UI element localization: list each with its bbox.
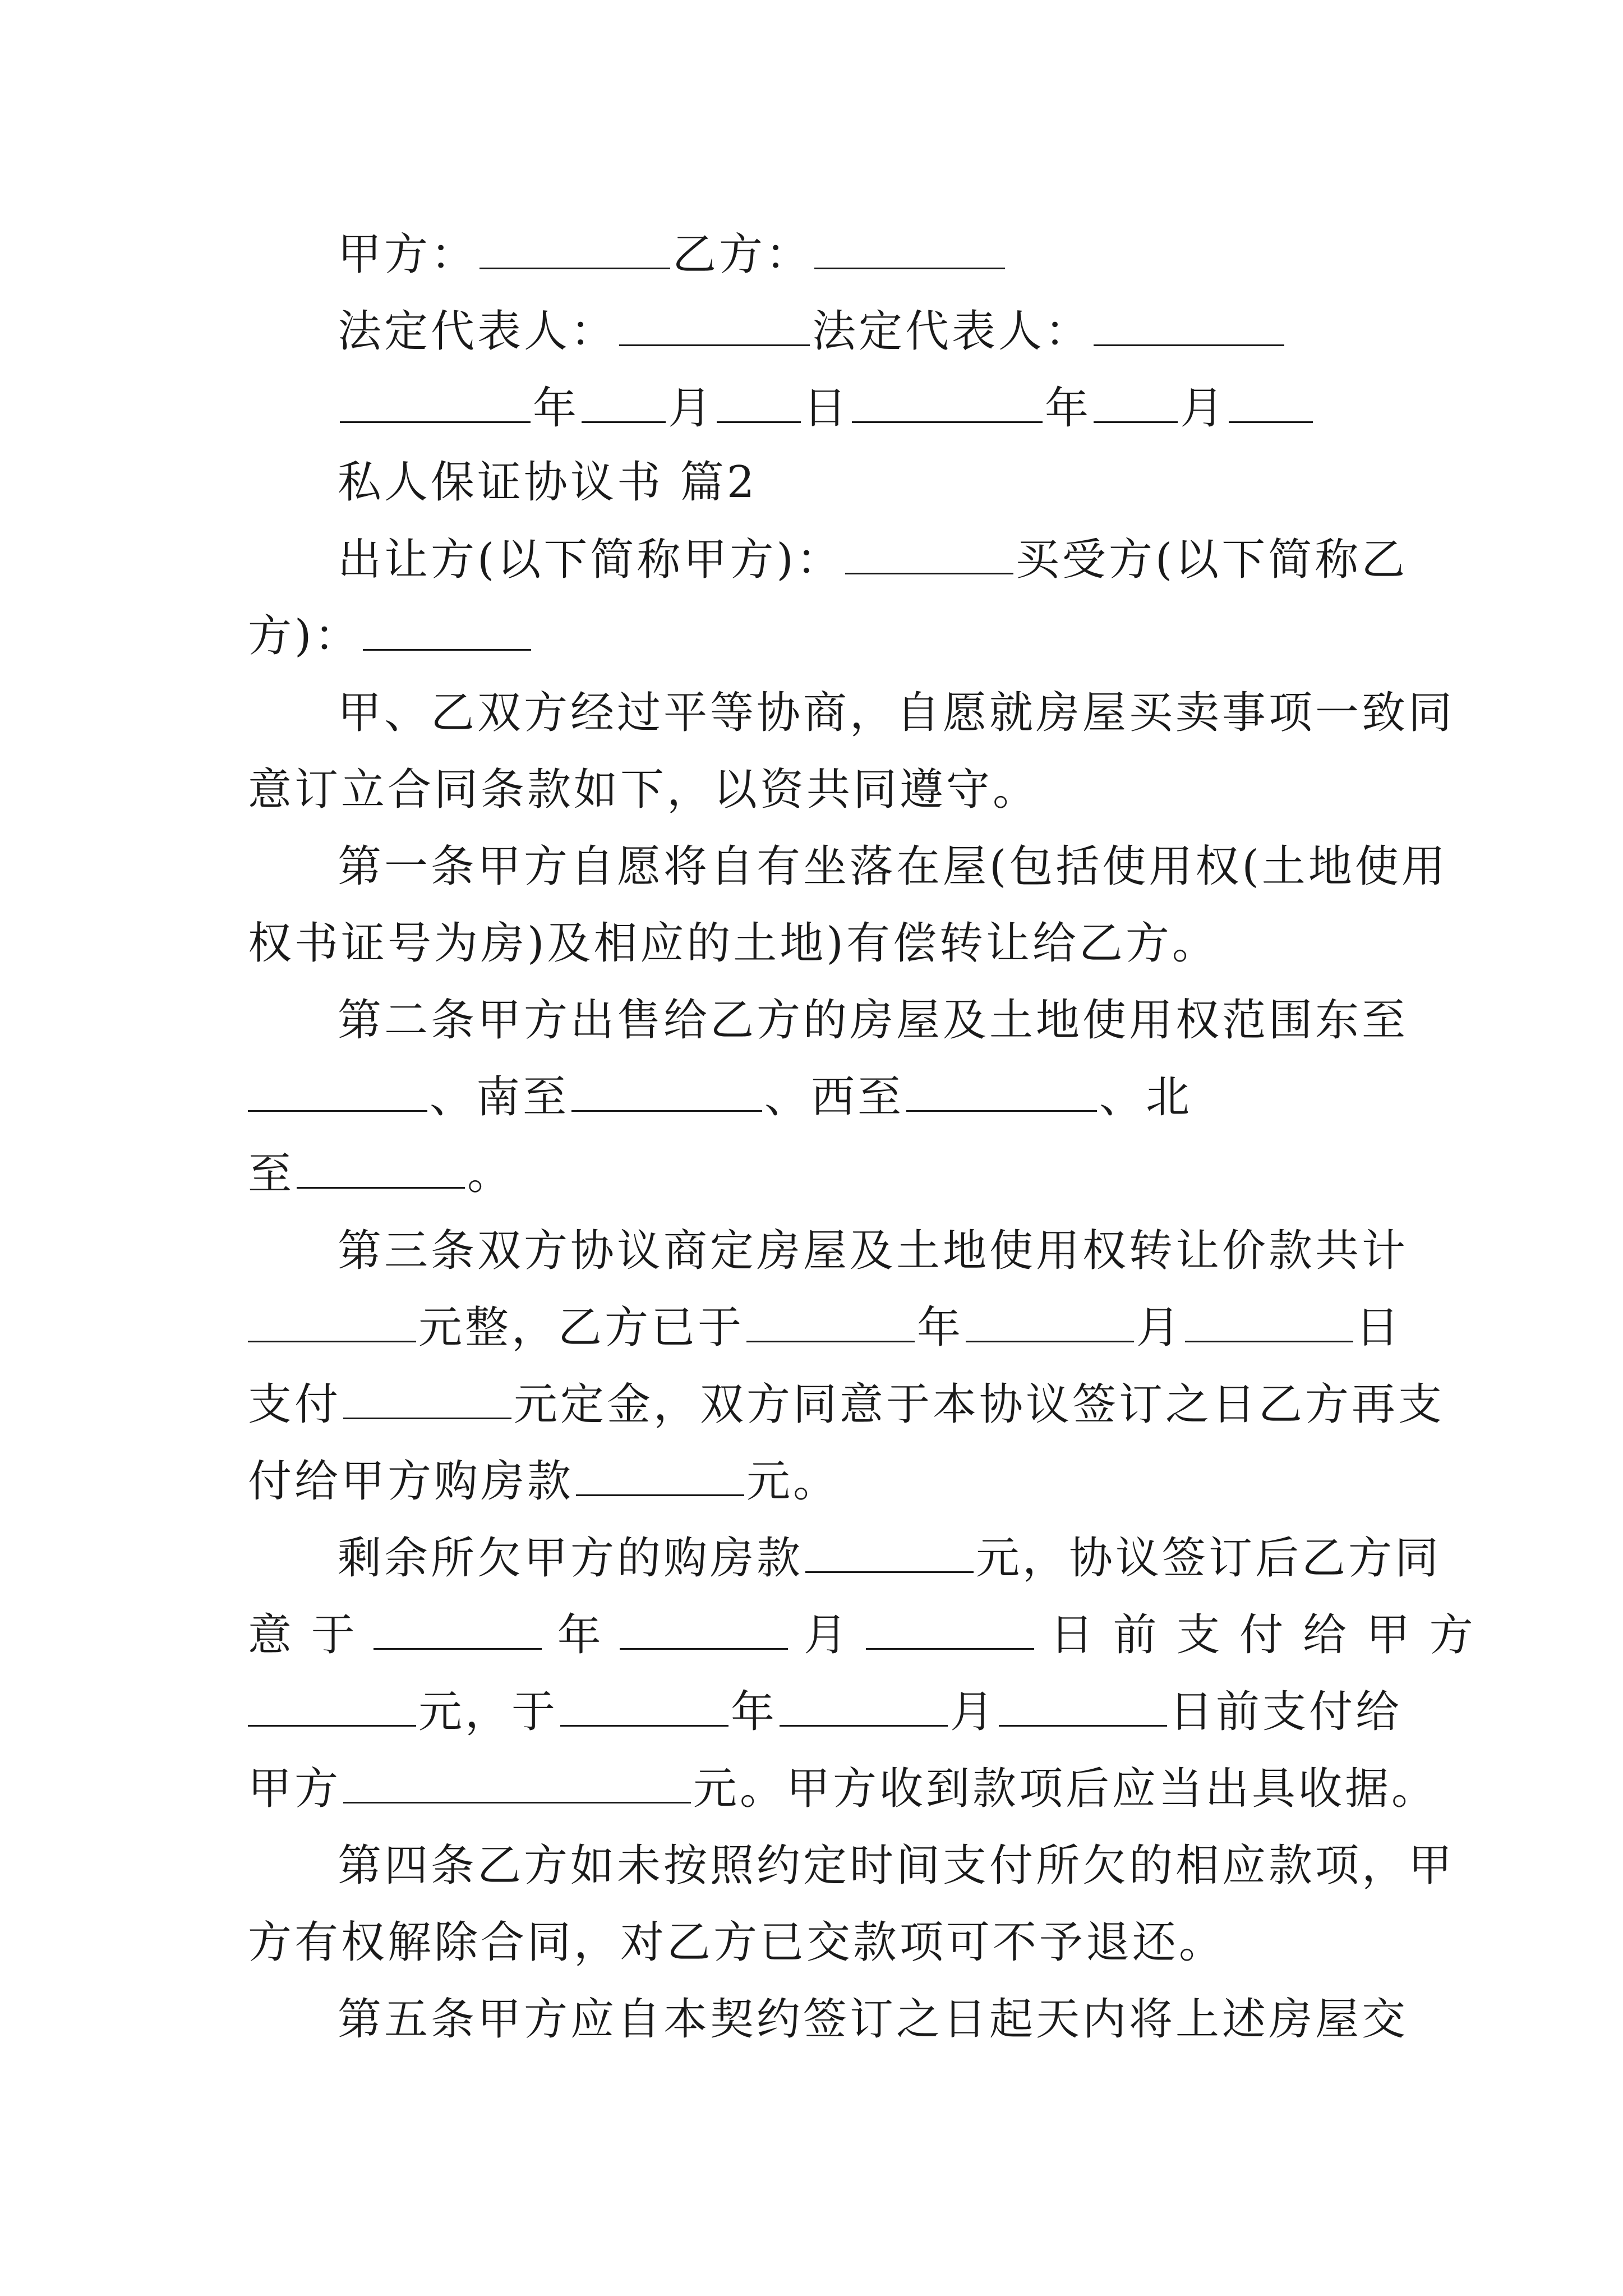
legal-rep-b-blank: [1094, 309, 1284, 346]
article5-line-1: 第五条甲方应自本契约签订之日起天内将上述房屋交: [338, 1994, 1409, 2045]
article4-line-1: 第四条乙方如未按照约定时间支付所欠的相应款项，甲: [338, 1841, 1455, 1891]
signature-legal-rep-line: [338, 300, 1414, 363]
party-a-blank: [479, 232, 670, 269]
paid-year-blank: [746, 1305, 915, 1342]
legal-rep-a-label: 法定代表人：: [338, 306, 617, 357]
north-label-2: 至: [248, 1149, 295, 1199]
day-blank-b: [1229, 385, 1313, 423]
yuan-end-label: 元。: [746, 1456, 840, 1507]
intro-line-2: 意订立合同条款如下，以资共同遵守。: [248, 765, 1040, 815]
pay-to-label: 付给甲方购房款: [248, 1456, 574, 1507]
first-year-label: 年: [557, 1610, 604, 1660]
year-blank-a: [340, 385, 531, 423]
second-year-blank: [560, 1689, 728, 1727]
buyer-label-1: 买受方(以下简称乙: [1015, 535, 1408, 585]
first-amount-blank: [248, 1689, 416, 1727]
remaining-line-3: [248, 1681, 1414, 1743]
article2-line-1: 第二条甲方出售给乙方的房屋及土地使用权范围东至: [338, 995, 1409, 1046]
article2-line-2: [248, 1066, 1414, 1129]
paid-year-label: 年: [917, 1303, 964, 1353]
article3-line-4: [248, 1450, 1414, 1513]
article4-line-2: 方有权解除合同，对乙方已交款项可不予退还。: [248, 1917, 1226, 1968]
pay-label: 支付: [248, 1379, 342, 1430]
legal-rep-b-label: 法定代表人：: [812, 306, 1092, 357]
party-a-short: 甲方: [248, 1764, 342, 1814]
party-a-label: 甲方：: [338, 229, 478, 280]
article2-end: 。: [467, 1149, 514, 1199]
month-blank-a: [582, 385, 666, 423]
section-title: 私人保证协议书 篇2: [338, 457, 758, 508]
first-month-blank: [620, 1612, 788, 1650]
north-blank: [297, 1151, 465, 1189]
yuan-comma-label: 元，于: [418, 1687, 559, 1737]
first-year-blank: [374, 1612, 542, 1650]
day-blank-a: [717, 385, 801, 423]
parties-line-1: [338, 528, 1414, 591]
west-label: 、西至: [764, 1072, 905, 1122]
before-pay-label: 日 前 支 付 给 甲 方: [1049, 1610, 1476, 1660]
year-label-b: 年: [1045, 383, 1092, 434]
agree-label: 意 于: [248, 1610, 358, 1660]
second-day-blank: [999, 1689, 1167, 1727]
second-amount-blank: [343, 1766, 691, 1803]
price-blank: [248, 1305, 416, 1342]
parties-line-2: [248, 605, 1414, 668]
month-blank-b: [1094, 385, 1178, 423]
second-month-blank: [780, 1689, 948, 1727]
signature-parties-line: [338, 223, 1414, 286]
article2-line-3: [248, 1143, 1414, 1205]
buyer-blank: [363, 613, 531, 651]
signature-date-line: [338, 377, 1414, 440]
paid-day-label: 日: [1355, 1303, 1403, 1353]
year-label-a: 年: [533, 383, 580, 434]
month-label-a: 月: [668, 383, 715, 434]
day-label-a: 日: [803, 383, 850, 434]
remaining-label-2: 元，协议签订后乙方同: [976, 1533, 1442, 1584]
article1-line-1: 第一条甲方自愿将自有坐落在屋(包括使用权(土地使用: [338, 841, 1448, 892]
party-b-label: 乙方：: [672, 229, 813, 280]
paid-month-blank: [966, 1305, 1134, 1342]
deposit-blank: [343, 1382, 511, 1419]
second-year-label: 年: [731, 1687, 778, 1737]
year-blank-b: [852, 385, 1043, 423]
intro-line-1: 甲、乙双方经过平等协商，自愿就房屋买卖事项一致同: [338, 688, 1455, 738]
party-b-blank: [814, 232, 1005, 269]
yuan-whole-label: 元整，乙方已于: [418, 1303, 745, 1353]
remaining-line-2: [248, 1604, 1476, 1667]
south-label: 、南至: [430, 1072, 570, 1122]
seller-blank: [845, 537, 1013, 574]
remaining-label: 剩余所欠甲方的购房款: [338, 1533, 804, 1584]
second-month-label: 月: [950, 1687, 997, 1737]
buyer-label-2: 方)：: [248, 611, 361, 661]
north-label-1: 、北: [1099, 1072, 1193, 1122]
first-day-blank: [866, 1612, 1034, 1650]
before-pay-label-2: 日前支付给: [1169, 1687, 1403, 1737]
remaining-line-4: [248, 1757, 1438, 1820]
remaining-blank: [805, 1535, 974, 1573]
south-blank: [571, 1074, 762, 1112]
paid-month-label: 月: [1136, 1303, 1183, 1353]
seller-label: 出让方(以下简称甲方)：: [338, 535, 843, 585]
article3-line-2: [248, 1296, 1414, 1359]
receipt-label: 元。甲方收到款项后应当出具收据。: [693, 1764, 1438, 1814]
deposit-label: 元定金，双方同意于本协议签订之日乙方再支: [514, 1379, 1445, 1430]
west-blank: [906, 1074, 1097, 1112]
first-month-label: 月: [803, 1610, 850, 1660]
paid-day-blank: [1185, 1305, 1353, 1342]
month-label-b: 月: [1180, 383, 1227, 434]
remaining-line-1: [338, 1527, 1442, 1590]
article3-line-3: [248, 1373, 1445, 1436]
payment-blank: [576, 1458, 744, 1496]
article3-line-1: 第三条双方协议商定房屋及土地使用权转让价款共计: [338, 1226, 1409, 1276]
east-blank: [248, 1074, 427, 1112]
article1-line-2: 权书证号为房)及相应的土地)有偿转让给乙方。: [248, 918, 1219, 969]
legal-rep-a-blank: [619, 309, 810, 346]
